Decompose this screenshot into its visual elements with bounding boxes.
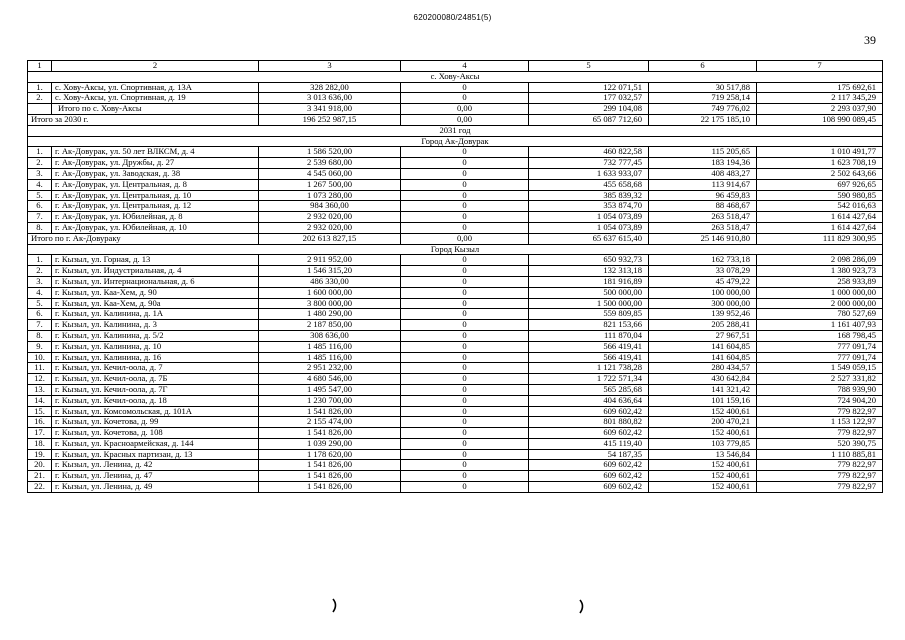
cell-total-cost: 3 800 000,00 bbox=[259, 298, 401, 309]
cell-total-cost: 3 341 918,00 bbox=[259, 104, 401, 115]
column-number-4: 4 bbox=[401, 61, 529, 72]
address: Итого по с. Хову-Аксы bbox=[52, 104, 259, 115]
cell-col7: 2 502 643,66 bbox=[757, 168, 883, 179]
row-number: 2. bbox=[28, 266, 52, 277]
cell-col4: 0 bbox=[401, 384, 529, 395]
row-number: 3. bbox=[28, 276, 52, 287]
address: г. Кызыл, ул. Каа-Хем, д. 90а bbox=[52, 298, 259, 309]
address: г. Кызыл, ул. Кечил-оола, д. 18 bbox=[52, 395, 259, 406]
cell-col5: 565 285,68 bbox=[529, 384, 649, 395]
row-number: 18. bbox=[28, 438, 52, 449]
cell-col5: 181 916,89 bbox=[529, 276, 649, 287]
cell-col7: 108 990 089,45 bbox=[757, 114, 883, 125]
address: г. Кызыл, ул. Индустриальная, д. 4 bbox=[52, 266, 259, 277]
address: г. Кызыл, ул. Красноармейская, д. 144 bbox=[52, 438, 259, 449]
cell-total-cost: 196 252 987,15 bbox=[259, 114, 401, 125]
address: г. Кызыл, ул. Кечил-оола, д. 7 bbox=[52, 363, 259, 374]
section-title: Город Ак-Довурак bbox=[28, 136, 883, 147]
address: г. Кызыл, ул. Кочетова, д. 99 bbox=[52, 417, 259, 428]
cell-col4: 0 bbox=[401, 222, 529, 233]
row-number: 3. bbox=[28, 168, 52, 179]
address: г. Ак-Довурак, ул. Заводская, д. 38 bbox=[52, 168, 259, 179]
cell-total-cost: 1 541 826,00 bbox=[259, 482, 401, 493]
cell-col5: 353 874,70 bbox=[529, 201, 649, 212]
cell-col5: 54 187,35 bbox=[529, 449, 649, 460]
cell-col5: 1 722 571,34 bbox=[529, 374, 649, 385]
row-number: 6. bbox=[28, 201, 52, 212]
cell-total-cost: 1 541 826,00 bbox=[259, 428, 401, 439]
cell-total-cost: 1 485 116,00 bbox=[259, 341, 401, 352]
row-number: 20. bbox=[28, 460, 52, 471]
cell-col6: 183 194,36 bbox=[649, 158, 757, 169]
cell-col6: 162 733,18 bbox=[649, 255, 757, 266]
cell-col6: 141 604,85 bbox=[649, 352, 757, 363]
row-number: 8. bbox=[28, 330, 52, 341]
cell-col5: 500 000,00 bbox=[529, 287, 649, 298]
cell-col4: 0 bbox=[401, 147, 529, 158]
cell-total-cost: 3 013 636,00 bbox=[259, 93, 401, 104]
cell-col5: 111 870,04 bbox=[529, 330, 649, 341]
cell-col4: 0,00 bbox=[401, 233, 529, 244]
cell-col5: 609 602,42 bbox=[529, 482, 649, 493]
column-number-2: 2 bbox=[52, 61, 259, 72]
cell-col6: 152 400,61 bbox=[649, 406, 757, 417]
cell-col6: 430 642,84 bbox=[649, 374, 757, 385]
cell-total-cost: 1 495 547,00 bbox=[259, 384, 401, 395]
cell-col4: 0 bbox=[401, 341, 529, 352]
scan-mark bbox=[333, 599, 336, 612]
cell-col6: 96 459,83 bbox=[649, 190, 757, 201]
cell-total-cost: 486 330,00 bbox=[259, 276, 401, 287]
cell-total-cost: 2 155 474,00 bbox=[259, 417, 401, 428]
row-number: 21. bbox=[28, 471, 52, 482]
row-number: 14. bbox=[28, 395, 52, 406]
cell-col5: 65 637 615,40 bbox=[529, 233, 649, 244]
cell-col6: 152 400,61 bbox=[649, 460, 757, 471]
cell-col6: 115 205,65 bbox=[649, 147, 757, 158]
cell-total-cost: 1 485 116,00 bbox=[259, 352, 401, 363]
cell-col7: 724 904,20 bbox=[757, 395, 883, 406]
row-number: 9. bbox=[28, 341, 52, 352]
row-number: 6. bbox=[28, 309, 52, 320]
cell-total-cost: 2 911 952,00 bbox=[259, 255, 401, 266]
cell-col4: 0 bbox=[401, 438, 529, 449]
cell-col7: 258 933,89 bbox=[757, 276, 883, 287]
address: г. Кызыл, ул. Калинина, д. 16 bbox=[52, 352, 259, 363]
cell-col5: 122 071,51 bbox=[529, 82, 649, 93]
address: г. Кызыл, ул. Калинина, д. 10 bbox=[52, 341, 259, 352]
cell-col6: 152 400,61 bbox=[649, 471, 757, 482]
cell-total-cost: 2 187 850,00 bbox=[259, 320, 401, 331]
address: г. Ак-Довурак, ул. Центральная, д. 10 bbox=[52, 190, 259, 201]
row-number: 1. bbox=[28, 147, 52, 158]
address: г. Кызыл, ул. Ленина, д. 49 bbox=[52, 482, 259, 493]
cell-col4: 0 bbox=[401, 352, 529, 363]
cell-col7: 1 623 708,19 bbox=[757, 158, 883, 169]
column-number-5: 5 bbox=[529, 61, 649, 72]
cell-col5: 609 602,42 bbox=[529, 460, 649, 471]
cell-col6: 13 546,84 bbox=[649, 449, 757, 460]
row-number: 13. bbox=[28, 384, 52, 395]
cell-total-cost: 2 932 020,00 bbox=[259, 222, 401, 233]
cell-col6: 25 146 910,80 bbox=[649, 233, 757, 244]
document-id: 620200080/24851(5) bbox=[413, 13, 492, 22]
cell-col4: 0 bbox=[401, 417, 529, 428]
address: с. Хову-Аксы, ул. Спортивная, д. 19 bbox=[52, 93, 259, 104]
cell-col4: 0 bbox=[401, 201, 529, 212]
address: г. Кызыл, ул. Ленина, д. 42 bbox=[52, 460, 259, 471]
cell-col5: 821 153,66 bbox=[529, 320, 649, 331]
cell-col7: 2 527 331,82 bbox=[757, 374, 883, 385]
cell-col4: 0 bbox=[401, 158, 529, 169]
page-number: 39 bbox=[864, 33, 876, 47]
cell-col7: 1 161 407,93 bbox=[757, 320, 883, 331]
address: г. Кызыл, ул. Ленина, д. 47 bbox=[52, 471, 259, 482]
cell-col5: 385 839,32 bbox=[529, 190, 649, 201]
cell-col7: 2 000 000,00 bbox=[757, 298, 883, 309]
cell-col7: 779 822,97 bbox=[757, 471, 883, 482]
scan-mark bbox=[580, 600, 583, 613]
row-number: 1. bbox=[28, 255, 52, 266]
address: г. Кызыл, ул. Кочетова, д. 108 bbox=[52, 428, 259, 439]
row-number: 22. bbox=[28, 482, 52, 493]
cell-col5: 1 121 738,28 bbox=[529, 363, 649, 374]
cell-col6: 100 000,00 bbox=[649, 287, 757, 298]
cell-col4: 0 bbox=[401, 255, 529, 266]
column-number-1: 1 bbox=[28, 61, 52, 72]
cell-col5: 1 054 073,89 bbox=[529, 212, 649, 223]
cell-col7: 697 926,65 bbox=[757, 179, 883, 190]
cell-total-cost: 1 039 290,00 bbox=[259, 438, 401, 449]
cell-col6: 27 967,51 bbox=[649, 330, 757, 341]
cell-col6: 300 000,00 bbox=[649, 298, 757, 309]
cell-total-cost: 1 600 000,00 bbox=[259, 287, 401, 298]
row-number: 11. bbox=[28, 363, 52, 374]
address: г. Кызыл, ул. Красных партизан, д. 13 bbox=[52, 449, 259, 460]
address: г. Кызыл, ул. Каа-Хем, д. 90 bbox=[52, 287, 259, 298]
row-number: 8. bbox=[28, 222, 52, 233]
row-number: 1. bbox=[28, 82, 52, 93]
cell-col6: 22 175 185,10 bbox=[649, 114, 757, 125]
cell-total-cost: 1 178 620,00 bbox=[259, 449, 401, 460]
cell-total-cost: 2 539 680,00 bbox=[259, 158, 401, 169]
address: г. Ак-Довурак, ул. Юбилейная, д. 8 bbox=[52, 212, 259, 223]
cell-col5: 609 602,42 bbox=[529, 428, 649, 439]
cell-col7: 111 829 300,95 bbox=[757, 233, 883, 244]
cell-col4: 0 bbox=[401, 406, 529, 417]
cell-total-cost: 308 636,00 bbox=[259, 330, 401, 341]
cell-col4: 0 bbox=[401, 168, 529, 179]
total-label: Итого по г. Ак-Довураку bbox=[28, 233, 259, 244]
address: г. Кызыл, ул. Калинина, д. 3 bbox=[52, 320, 259, 331]
cell-col4: 0 bbox=[401, 82, 529, 93]
address: г. Ак-Довурак, ул. Юбилейная, д. 10 bbox=[52, 222, 259, 233]
cell-col6: 263 518,47 bbox=[649, 222, 757, 233]
cell-col7: 779 822,97 bbox=[757, 460, 883, 471]
cell-col6: 101 159,16 bbox=[649, 395, 757, 406]
cell-col7: 779 822,97 bbox=[757, 482, 883, 493]
address: г. Кызыл, ул. Кечил-оола, д. 7Б bbox=[52, 374, 259, 385]
cell-col7: 1 010 491,77 bbox=[757, 147, 883, 158]
cell-col4: 0,00 bbox=[401, 104, 529, 115]
cell-total-cost: 2 951 232,00 bbox=[259, 363, 401, 374]
cell-col4: 0 bbox=[401, 309, 529, 320]
cell-col4: 0 bbox=[401, 276, 529, 287]
cell-total-cost: 1 480 290,00 bbox=[259, 309, 401, 320]
cell-col7: 1 614 427,64 bbox=[757, 222, 883, 233]
cell-col7: 2 117 345,29 bbox=[757, 93, 883, 104]
cell-col5: 460 822,58 bbox=[529, 147, 649, 158]
row-number: 5. bbox=[28, 298, 52, 309]
cell-col5: 65 087 712,60 bbox=[529, 114, 649, 125]
cell-col5: 177 032,57 bbox=[529, 93, 649, 104]
address: г. Кызыл, ул. Комсомольская, д. 101А bbox=[52, 406, 259, 417]
cell-col7: 1 380 923,73 bbox=[757, 266, 883, 277]
address: г. Кызыл, ул. Кечил-оола, д. 7Г bbox=[52, 384, 259, 395]
row-number: 4. bbox=[28, 287, 52, 298]
cell-col5: 609 602,42 bbox=[529, 471, 649, 482]
total-label: Итого за 2030 г. bbox=[28, 114, 259, 125]
cell-col6: 152 400,61 bbox=[649, 482, 757, 493]
cell-col6: 30 517,88 bbox=[649, 82, 757, 93]
cell-col4: 0 bbox=[401, 212, 529, 223]
cell-col5: 1 633 933,07 bbox=[529, 168, 649, 179]
cell-col5: 650 932,73 bbox=[529, 255, 649, 266]
cell-col7: 542 016,63 bbox=[757, 201, 883, 212]
cell-col6: 749 776,02 bbox=[649, 104, 757, 115]
cell-col4: 0 bbox=[401, 298, 529, 309]
cell-col5: 1 054 073,89 bbox=[529, 222, 649, 233]
cell-col5: 415 119,40 bbox=[529, 438, 649, 449]
address: г. Ак-Довурак, ул. Центральная, д. 12 bbox=[52, 201, 259, 212]
row-number: 2. bbox=[28, 158, 52, 169]
cell-col7: 1 000 000,00 bbox=[757, 287, 883, 298]
cell-col5: 404 636,64 bbox=[529, 395, 649, 406]
cell-total-cost: 1 073 280,00 bbox=[259, 190, 401, 201]
cell-col6: 152 400,61 bbox=[649, 428, 757, 439]
address: г. Ак-Довурак, ул. 50 лет ВЛКСМ, д. 4 bbox=[52, 147, 259, 158]
cell-total-cost: 1 546 315,20 bbox=[259, 266, 401, 277]
cell-col6: 719 258,14 bbox=[649, 93, 757, 104]
cell-col5: 801 880,82 bbox=[529, 417, 649, 428]
cell-col5: 559 809,85 bbox=[529, 309, 649, 320]
cell-col7: 1 153 122,97 bbox=[757, 417, 883, 428]
row-number: 12. bbox=[28, 374, 52, 385]
cell-col7: 168 798,45 bbox=[757, 330, 883, 341]
cell-col7: 1 614 427,64 bbox=[757, 212, 883, 223]
cell-col7: 590 980,85 bbox=[757, 190, 883, 201]
section-title: с. Хову-Аксы bbox=[28, 71, 883, 82]
cell-col7: 779 822,97 bbox=[757, 428, 883, 439]
row-number: 19. bbox=[28, 449, 52, 460]
cell-total-cost: 4 680 546,00 bbox=[259, 374, 401, 385]
address: г. Кызыл, ул. Интернациональная, д. 6 bbox=[52, 276, 259, 287]
cell-col4: 0,00 bbox=[401, 114, 529, 125]
row-number: 15. bbox=[28, 406, 52, 417]
cell-total-cost: 1 541 826,00 bbox=[259, 471, 401, 482]
cell-col4: 0 bbox=[401, 330, 529, 341]
cell-col6: 45 479,22 bbox=[649, 276, 757, 287]
cell-total-cost: 202 613 827,15 bbox=[259, 233, 401, 244]
cell-total-cost: 1 267 500,00 bbox=[259, 179, 401, 190]
cell-col7: 2 293 037,90 bbox=[757, 104, 883, 115]
cell-total-cost: 328 282,00 bbox=[259, 82, 401, 93]
cell-col6: 141 321,42 bbox=[649, 384, 757, 395]
cell-col6: 280 434,57 bbox=[649, 363, 757, 374]
address: г. Кызыл, ул. Калинина, д. 1А bbox=[52, 309, 259, 320]
cell-col5: 455 658,68 bbox=[529, 179, 649, 190]
cell-col7: 175 692,61 bbox=[757, 82, 883, 93]
cell-col4: 0 bbox=[401, 471, 529, 482]
cell-col5: 732 777,45 bbox=[529, 158, 649, 169]
cell-total-cost: 1 541 826,00 bbox=[259, 406, 401, 417]
cell-total-cost: 1 230 700,00 bbox=[259, 395, 401, 406]
cell-col4: 0 bbox=[401, 266, 529, 277]
cell-col6: 263 518,47 bbox=[649, 212, 757, 223]
row-number: 5. bbox=[28, 190, 52, 201]
row-number: 17. bbox=[28, 428, 52, 439]
address: г. Ак-Довурак, ул. Дружбы, д. 27 bbox=[52, 158, 259, 169]
cell-col7: 777 091,74 bbox=[757, 341, 883, 352]
cell-total-cost: 4 545 060,00 bbox=[259, 168, 401, 179]
cell-col6: 200 470,21 bbox=[649, 417, 757, 428]
cell-col4: 0 bbox=[401, 93, 529, 104]
section-title: 2031 год bbox=[28, 125, 883, 136]
cell-total-cost: 2 932 020,00 bbox=[259, 212, 401, 223]
cell-col7: 520 390,75 bbox=[757, 438, 883, 449]
cell-col6: 408 483,27 bbox=[649, 168, 757, 179]
cell-col7: 2 098 286,09 bbox=[757, 255, 883, 266]
address: с. Хову-Аксы, ул. Спортивная, д. 13А bbox=[52, 82, 259, 93]
cell-col4: 0 bbox=[401, 287, 529, 298]
cell-col7: 779 822,97 bbox=[757, 406, 883, 417]
section-title: Город Кызыл bbox=[28, 244, 883, 255]
cell-col4: 0 bbox=[401, 449, 529, 460]
row-number: 2. bbox=[28, 93, 52, 104]
address: г. Ак-Довурак, ул. Центральная, д. 8 bbox=[52, 179, 259, 190]
row-number: 16. bbox=[28, 417, 52, 428]
column-number-7: 7 bbox=[757, 61, 883, 72]
row-number: 7. bbox=[28, 212, 52, 223]
cell-col5: 566 419,41 bbox=[529, 341, 649, 352]
address: г. Кызыл, ул. Горная, д. 13 bbox=[52, 255, 259, 266]
cell-col6: 141 604,85 bbox=[649, 341, 757, 352]
cell-col5: 1 500 000,00 bbox=[529, 298, 649, 309]
address: г. Кызыл, ул. Калинина, д. 5/2 bbox=[52, 330, 259, 341]
cell-col6: 139 952,46 bbox=[649, 309, 757, 320]
cell-total-cost: 984 360,00 bbox=[259, 201, 401, 212]
cell-col4: 0 bbox=[401, 374, 529, 385]
cell-col6: 103 779,85 bbox=[649, 438, 757, 449]
cell-col7: 777 091,74 bbox=[757, 352, 883, 363]
cell-col6: 113 914,67 bbox=[649, 179, 757, 190]
cell-col4: 0 bbox=[401, 363, 529, 374]
cell-total-cost: 1 541 826,00 bbox=[259, 460, 401, 471]
cell-col5: 132 313,18 bbox=[529, 266, 649, 277]
cell-col4: 0 bbox=[401, 190, 529, 201]
cell-col4: 0 bbox=[401, 482, 529, 493]
cell-col4: 0 bbox=[401, 460, 529, 471]
cell-col5: 566 419,41 bbox=[529, 352, 649, 363]
cell-col7: 1 110 885,81 bbox=[757, 449, 883, 460]
cell-col7: 788 939,90 bbox=[757, 384, 883, 395]
cell-col4: 0 bbox=[401, 428, 529, 439]
column-number-6: 6 bbox=[649, 61, 757, 72]
cell-col4: 0 bbox=[401, 395, 529, 406]
cell-col6: 88 468,67 bbox=[649, 201, 757, 212]
row-number: 4. bbox=[28, 179, 52, 190]
cell-col6: 205 288,41 bbox=[649, 320, 757, 331]
cell-col7: 780 527,69 bbox=[757, 309, 883, 320]
cell-col4: 0 bbox=[401, 179, 529, 190]
row-number: 10. bbox=[28, 352, 52, 363]
column-number-3: 3 bbox=[259, 61, 401, 72]
cell-col5: 609 602,42 bbox=[529, 406, 649, 417]
row-number: 7. bbox=[28, 320, 52, 331]
cell-col6: 33 078,29 bbox=[649, 266, 757, 277]
cell-total-cost: 1 586 520,00 bbox=[259, 147, 401, 158]
cell-col4: 0 bbox=[401, 320, 529, 331]
cell-col5: 299 104,08 bbox=[529, 104, 649, 115]
cell-col7: 1 549 059,15 bbox=[757, 363, 883, 374]
